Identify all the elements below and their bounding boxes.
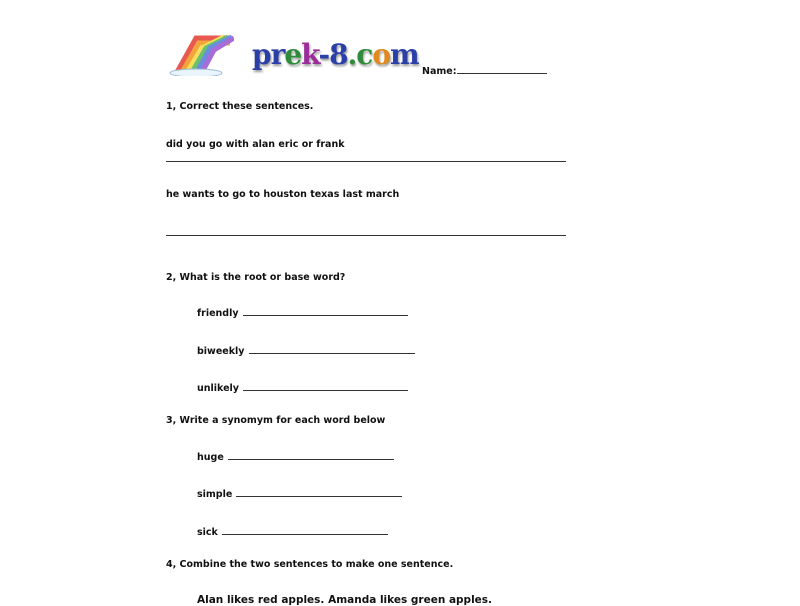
logo-letter: e	[284, 38, 302, 71]
logo-letter: r	[270, 38, 285, 71]
root-word-item: friendly	[197, 306, 408, 320]
answer-blank[interactable]	[236, 487, 402, 497]
site-logo	[252, 38, 419, 71]
name-label: Name:	[422, 66, 457, 77]
logo-letter: o	[372, 38, 391, 71]
answer-blank[interactable]	[228, 450, 394, 460]
answer-blank[interactable]	[222, 525, 388, 535]
name-blank[interactable]	[457, 64, 547, 74]
answer-blank[interactable]	[249, 344, 415, 354]
synonym-item: sick	[197, 525, 388, 539]
logo-letter: -	[318, 38, 330, 71]
answer-line-1[interactable]	[166, 161, 566, 162]
rainbow-logo-image	[166, 34, 234, 76]
question-4-title: 4, Combine the two sentences to make one sentence.	[166, 559, 454, 570]
answer-blank[interactable]	[243, 306, 408, 316]
question-1-title: 1, Correct these sentences.	[166, 101, 314, 112]
name-field[interactable]	[422, 64, 547, 78]
synonym-item: simple	[197, 487, 402, 501]
question-3-title: 3, Write a synomym for each word below	[166, 415, 386, 426]
combine-sentence: Alan likes red apples. Amanda likes green apples.	[197, 594, 493, 606]
logo-letter: .	[347, 38, 357, 71]
logo-letter: k	[301, 38, 319, 71]
root-word-item: biweekly	[197, 344, 415, 358]
root-word-item: unlikely	[197, 381, 408, 395]
logo-letter: c	[356, 38, 373, 71]
logo-letter: p	[252, 38, 271, 71]
synonym-item: huge	[197, 450, 394, 464]
question-2-title: 2, What is the root or base word?	[166, 272, 346, 283]
answer-blank[interactable]	[243, 381, 408, 391]
answer-line-2[interactable]	[166, 235, 566, 236]
logo-letter: m	[390, 38, 419, 71]
sentence-2: he wants to go to houston texas last march	[166, 189, 400, 200]
logo-letter: 8	[329, 38, 348, 71]
sentence-1: did you go with alan eric or frank	[166, 139, 345, 150]
